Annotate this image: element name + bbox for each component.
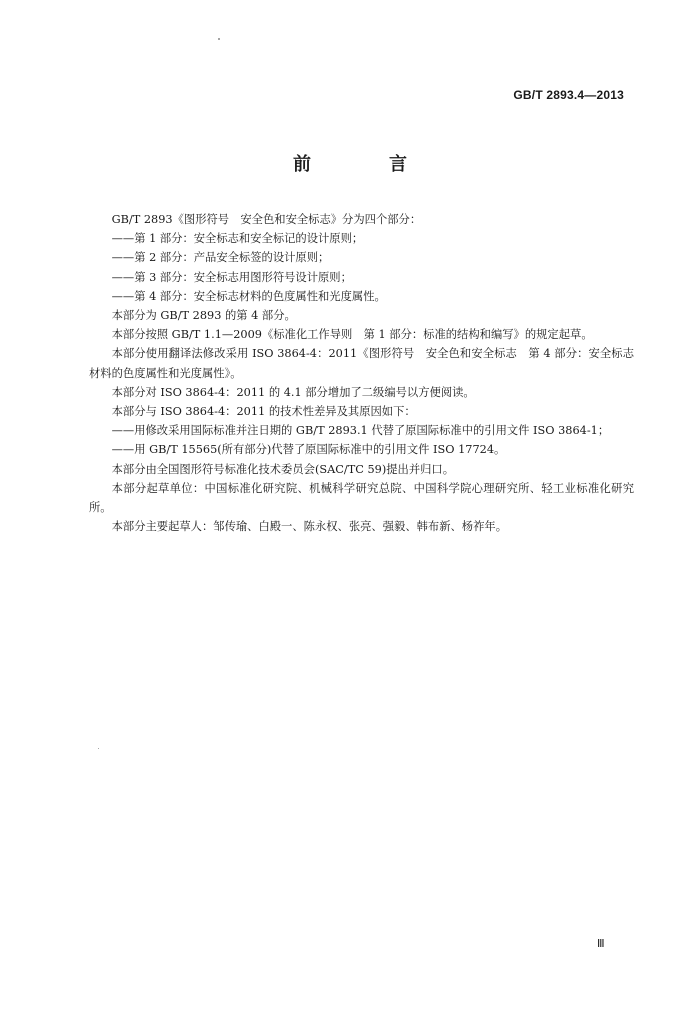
list-item-part-1: ——第 1 部分：安全标志和安全标记的设计原则；	[111, 232, 364, 246]
page-title: 前 言	[293, 154, 437, 175]
paragraph-differences: 本部分与 ISO 3864-4：2011 的技术性差异及其原因如下：	[111, 405, 416, 419]
paragraph-adoption: 本部分使用翻译法修改采用 ISO 3864-4：2011《图形符号 安全色和安全标志 第 4 部分：安全标志材料的色度属性和光度属性》。	[89, 347, 634, 380]
standard-code: GB/T 2893.4—2013	[513, 88, 624, 102]
list-item-difference-1: ——用修改采用国际标准并注日期的 GB/T 2893.1 代替了原国际标准中的引用文件 ISO 3864-1；	[111, 424, 610, 438]
page-number: Ⅲ	[597, 938, 605, 950]
paragraph-intro: GB/T 2893《图形符号 安全色和安全标志》分为四个部分：	[111, 213, 422, 226]
paragraph-drafters: 本部分主要起草人：邹传瑜、白殿一、陈永权、张亮、强毅、韩布新、杨祚年。	[111, 520, 507, 534]
paragraph-numbering: 本部分对 ISO 3864-4：2011 的 4.1 部分增加了二级编号以方便阅读。	[111, 385, 475, 399]
foreword-body	[89, 210, 634, 536]
paragraph-drafting-units: 本部分起草单位：中国标准化研究院、机械科学研究总院、中国科学院心理研究所、轻工业标准化研究所。	[89, 481, 634, 515]
paragraph-drafting-rules: 本部分按照 GB/T 1.1—2009《标准化工作导则 第 1 部分：标准的结构和编写》的规定起草。	[111, 328, 593, 342]
scan-speck	[218, 38, 220, 40]
paragraph-proposer: 本部分由全国图形符号标准化技术委员会(SAC/TC 59)提出并归口。	[111, 462, 455, 476]
list-item-difference-2: ——用 GB/T 15565(所有部分)代替了原国际标准中的引用文件 ISO 17724。	[111, 443, 506, 457]
paragraph-part-statement: 本部分为 GB/T 2893 的第 4 部分。	[111, 309, 296, 323]
scan-speck	[98, 748, 99, 749]
list-item-part-3: ——第 3 部分：安全标志用图形符号设计原则；	[111, 270, 352, 284]
list-item-part-4: ——第 4 部分：安全标志材料的色度属性和光度属性。	[111, 289, 386, 303]
list-item-part-2: ——第 2 部分：产品安全标签的设计原则；	[111, 251, 330, 265]
